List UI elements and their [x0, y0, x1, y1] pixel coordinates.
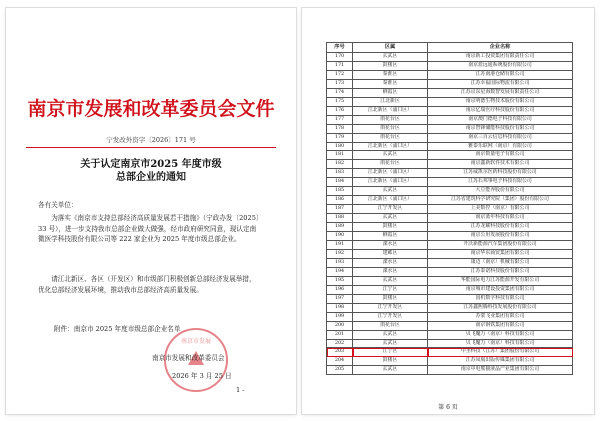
- cell-serial: 184: [327, 178, 353, 187]
- cell-district: 玄武区: [353, 151, 428, 160]
- table-row: [327, 169, 573, 178]
- cell-serial: 175: [327, 97, 353, 106]
- cell-district: 江北新区（浦口区）: [353, 178, 428, 187]
- cell-company: 雅泰乐联网（南京）有限公司: [428, 142, 573, 151]
- cell-company: 南京三百云信息科技有限公司: [428, 133, 573, 142]
- cell-district: 鼓楼区: [353, 61, 428, 70]
- cell-company: 江苏幸福国际物流有限公司: [428, 79, 573, 88]
- cell-district: 玄武区: [353, 330, 428, 339]
- notice-title-line-1: 关于认定南京市2025 年度市级: [80, 159, 222, 170]
- cell-district: 江宁开发区: [353, 205, 428, 214]
- notice-page: [6, 8, 296, 414]
- cell-serial: 174: [327, 88, 353, 97]
- cell-district: 雨花台区: [353, 160, 428, 169]
- table-row: [327, 79, 573, 88]
- salutation: 各有关单位：: [38, 201, 78, 209]
- cell-district: 玄武区: [353, 339, 428, 348]
- cell-company: 江苏凤凰出版传媒集团有限公司: [428, 357, 573, 366]
- signing-organization: 南京市发展和改革委员会: [152, 354, 225, 362]
- document-number: 宁发改外资字〔2026〕171 号: [106, 136, 196, 144]
- cell-serial: 204: [327, 357, 353, 366]
- table-row: [327, 187, 573, 196]
- cell-company: 江苏省建筑科学研究院（集团）股份有限公司: [428, 196, 573, 205]
- cell-company: 南京中电熊猫液晶产业集团有限公司: [428, 366, 573, 375]
- cell-company: 上美数控（南京）有限公司: [428, 205, 573, 214]
- cell-serial: 182: [327, 160, 353, 169]
- table-row: [327, 330, 573, 339]
- cell-serial: 177: [327, 115, 353, 124]
- cell-serial: 199: [327, 312, 353, 321]
- cell-serial: 200: [327, 321, 353, 330]
- table-row: [327, 232, 573, 241]
- cell-serial: 170: [327, 53, 353, 62]
- cell-serial: 193: [327, 258, 353, 267]
- cell-company: 江苏威凯尔医药科技股份有限公司: [428, 169, 573, 178]
- table-row: [327, 321, 573, 330]
- table-row: [327, 357, 573, 366]
- cell-serial: 194: [327, 267, 353, 276]
- cell-district: 江北新区（浦口区）: [353, 196, 428, 205]
- cell-serial: 178: [327, 124, 353, 133]
- cell-company: 南京公用发展股份有限公司: [428, 232, 573, 241]
- table-row: [327, 267, 573, 276]
- table-row: [327, 97, 573, 106]
- cell-company: 开沃新能源汽车集团股份有限公司: [428, 241, 573, 250]
- cell-serial: 181: [327, 151, 353, 160]
- cell-district: 雨花台区: [353, 115, 428, 124]
- cell-company: 中圣科技（江苏）集团股份有限公司: [428, 348, 573, 357]
- cell-district: 玄武区: [353, 366, 428, 375]
- seal-text: 南京市发展: [180, 338, 211, 345]
- cell-district: 溧水区: [353, 241, 428, 250]
- cell-district: 玄武区: [353, 53, 428, 62]
- cell-serial: 187: [327, 205, 353, 214]
- table-row: [327, 258, 573, 267]
- table-header-row: [327, 43, 573, 53]
- cell-company: 南京智锋储能科技股份有限公司: [428, 124, 573, 133]
- cell-district: 江宁开发区: [353, 312, 428, 321]
- signing-date: 2026 年 3 月 25 日: [172, 372, 232, 380]
- cell-company: 南京鑫新软件技术有限公司: [428, 160, 573, 169]
- cell-district: 栖霞区: [353, 232, 428, 241]
- cell-company: 苏蒙飞业集团有限公司: [428, 312, 573, 321]
- cell-serial: 180: [327, 142, 353, 151]
- cell-serial: 198: [327, 303, 353, 312]
- table-row: [327, 196, 573, 205]
- cell-district: 江宁开发区: [353, 303, 428, 312]
- cell-district: 江宁区: [353, 348, 428, 357]
- cell-serial: 190: [327, 232, 353, 241]
- enterprise-list-page: [302, 8, 594, 414]
- table-row: [327, 339, 573, 348]
- table-body: [327, 53, 573, 375]
- cell-district: 玄武区: [353, 187, 428, 196]
- cell-district: 溧水区: [353, 267, 428, 276]
- table-row: [327, 312, 573, 321]
- cell-serial: 191: [327, 241, 353, 250]
- cell-company: 国机数字科技有限公司: [428, 294, 573, 303]
- table-row: [327, 205, 573, 214]
- cell-district: 栖霞区: [353, 88, 428, 97]
- notice-title: [6, 158, 296, 184]
- cell-district: 鼓楼区: [353, 223, 428, 232]
- cell-serial: 183: [327, 169, 353, 178]
- cell-serial: 192: [327, 249, 353, 258]
- table-row: [327, 70, 573, 79]
- cell-company: 华能国际电力江苏能源开发有限公司: [428, 276, 573, 285]
- cell-serial: 196: [327, 285, 353, 294]
- cell-company: 江苏龙耀科技股份有限公司: [428, 223, 573, 232]
- table-row: [327, 241, 573, 250]
- cell-serial: 203: [327, 348, 353, 357]
- cell-serial: 176: [327, 106, 353, 115]
- header-serial: 序号: [327, 43, 353, 53]
- table-row: [327, 160, 573, 169]
- cell-company: 南京澳门德电子科技有限公司: [428, 115, 573, 124]
- body-paragraph-1: 为落实《南京市支持总部经济高质量发展若干措施》（宁政办发〔2025〕33 号），进一步支持我市总部企业做大做强，经市政府研究同意，现认定南微医学科技股份有限公司等 222 家企业为 2025 年度市级总部企业。: [38, 214, 260, 244]
- cell-district: 玄武区: [353, 276, 428, 285]
- table-row: [327, 106, 573, 115]
- cell-company: 贝飞魔力（南京）科技有限公司: [428, 339, 573, 348]
- table-row: [327, 303, 573, 312]
- cell-serial: 171: [327, 61, 353, 70]
- table-row: [327, 276, 573, 285]
- cell-serial: 201: [327, 330, 353, 339]
- cell-serial: 188: [327, 214, 353, 223]
- cell-company: 南京蓝年科技有限公司: [428, 214, 573, 223]
- cell-company: 贝飞魔力（南京）科技有限公司: [428, 330, 573, 339]
- cell-district: 江北新区: [353, 97, 428, 106]
- cell-district: 秦淮区: [353, 79, 428, 88]
- cell-district: 建邺区: [353, 249, 428, 258]
- cell-serial: 186: [327, 196, 353, 205]
- cell-serial: 195: [327, 276, 353, 285]
- page-marker: 1 -: [236, 386, 245, 394]
- document-header-title: 南京市发展和改革委员会文件: [27, 98, 275, 120]
- cell-district: 鼓楼区: [353, 294, 428, 303]
- cell-company: 南京蓝远通系统股份有限公司: [428, 61, 573, 70]
- table-row: [327, 151, 573, 160]
- cell-serial: 179: [327, 133, 353, 142]
- attachment-line: 附件：南京市 2025 年度市级总部企业名单: [54, 325, 181, 333]
- table-row: [327, 294, 573, 303]
- table-row: [327, 88, 573, 97]
- cell-serial: 185: [327, 187, 353, 196]
- cell-company: 江苏鑫熙腾科技发展股份有限公司: [428, 303, 573, 312]
- cell-serial: 172: [327, 70, 353, 79]
- cell-company: 南京钢铁集团有限公司: [428, 321, 573, 330]
- enterprise-table: [326, 42, 573, 375]
- table-row: [327, 124, 573, 133]
- table-row: [327, 348, 573, 357]
- cell-company: 江苏南港仓储有限公司: [428, 70, 573, 79]
- cell-company: 江苏石邦事电子科技有限公司: [428, 178, 573, 187]
- cell-company: 南京华东商贸集团有限公司: [428, 249, 573, 258]
- page-number: 第 6 页: [438, 404, 458, 411]
- cell-district: 雨花台区: [353, 133, 428, 142]
- cell-district: 江北新区（浦口区）: [353, 169, 428, 178]
- cell-serial: 189: [327, 223, 353, 232]
- table-row: [327, 214, 573, 223]
- cell-company: 南京亿瑞医疗科技股份有限公司: [428, 106, 573, 115]
- cell-district: 鼓楼区: [353, 357, 428, 366]
- table-row: [327, 142, 573, 151]
- cell-company: 江苏泰诺科技股份有限公司: [428, 267, 573, 276]
- table-row: [327, 366, 573, 375]
- table-row: [327, 61, 573, 70]
- cell-district: 溧水区: [353, 258, 428, 267]
- notice-title-line-2: 总部企业的通知: [116, 172, 186, 183]
- cell-district: 雨花台区: [353, 321, 428, 330]
- table-row: [327, 223, 573, 232]
- cell-company: 南京明德生物技术股份有限公司: [428, 97, 573, 106]
- table-row: [327, 178, 573, 187]
- cell-district: 江北新区（浦口区）: [353, 142, 428, 151]
- red-divider: [26, 147, 276, 148]
- cell-serial: 202: [327, 339, 353, 348]
- table-row: [327, 115, 573, 124]
- cell-company: 南京数量电子有限公司: [428, 151, 573, 160]
- cell-serial: 205: [327, 366, 353, 375]
- cell-district: 雨花台区: [353, 124, 428, 133]
- cell-company: 南京新工投资集团有限责任公司: [428, 53, 573, 62]
- header-company: 企业名称: [428, 43, 573, 53]
- table-row: [327, 285, 573, 294]
- header-district: 区属: [353, 43, 428, 53]
- table-row: [327, 133, 573, 142]
- table-row: [327, 53, 573, 62]
- cell-company: 南京城市建设投资集团有限公司: [428, 285, 573, 294]
- body-paragraph-2: 请江北新区、各区（开发区）和市级部门积极创新总部经济发展举措，优化总部经济发展环境，推动我市总部经济高质量发展。: [38, 275, 256, 294]
- cell-serial: 173: [327, 79, 353, 88]
- cell-district: 玄武区: [353, 214, 428, 223]
- cell-company: 康迈（南京）机械有限公司: [428, 258, 573, 267]
- cell-company: 大豆能养股份有限公司: [428, 187, 573, 196]
- cell-district: 江北新区（浦口区）: [353, 106, 428, 115]
- cell-serial: 197: [327, 294, 353, 303]
- cell-district: 秦淮区: [353, 70, 428, 79]
- cell-district: 江宁区: [353, 285, 428, 294]
- cell-company: 江苏京东星海数智发展有限责任公司: [428, 88, 573, 97]
- table-row: [327, 249, 573, 258]
